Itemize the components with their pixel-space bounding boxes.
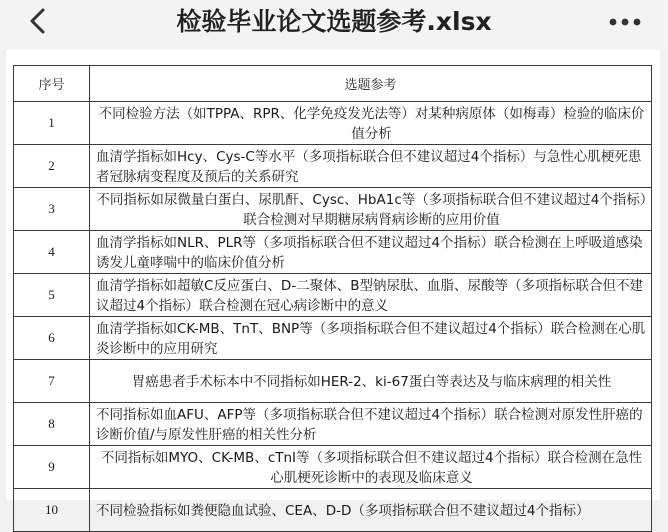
table-row	[14, 188, 652, 231]
table-row	[14, 274, 652, 317]
table-row	[14, 231, 652, 274]
topic-cell: 血清学指标如超敏C反应蛋白、D-二聚体、B型钠尿肽、血脂、尿酸等（多项指标联合但不建议超过4个指标）联合检测在冠心病诊断中的意义	[90, 274, 652, 317]
table-row	[14, 360, 652, 403]
column-header-index: 序号	[14, 66, 90, 102]
topic-cell: 血清学指标如CK-MB、TnT、BNP等（多项指标联合但不建议超过4个指标）联合检测在心肌炎诊断中的应用研究	[90, 317, 652, 360]
row-number: 3	[14, 188, 90, 231]
topic-cell: 不同指标如MYO、CK-MB、cTnI等（多项指标联合但不建议超过4个指标）联合检测在急性心肌梗死诊断中的表现及临床意义	[90, 446, 652, 489]
chevron-left-icon	[24, 7, 52, 35]
row-number: 8	[14, 403, 90, 446]
table-row	[14, 489, 652, 532]
topic-cell: 不同指标如血AFU、AFP等（多项指标联合但不建议超过4个指标）联合检测对原发性肝癌的诊断价值/与原发性肝癌的相关性分析	[90, 403, 652, 446]
table-row	[14, 446, 652, 489]
spreadsheet-view[interactable]	[6, 50, 660, 519]
row-number: 5	[14, 274, 90, 317]
table-row	[14, 145, 652, 188]
table-row	[14, 317, 652, 360]
topic-cell: 血清学指标如Hcy、Cys-C等水平（多项指标联合但不建议超过4个指标）与急性心肌梗死患者冠脉病变程度及预后的关系研究	[90, 145, 652, 188]
table-row	[14, 102, 652, 145]
row-number: 4	[14, 231, 90, 274]
column-header-topic: 选题参考	[90, 66, 652, 102]
row-number: 7	[14, 360, 90, 403]
table-header-row	[14, 66, 652, 102]
row-number: 6	[14, 317, 90, 360]
topic-cell: 胃癌患者手术标本中不同指标如HER-2、ki-67蛋白等表达及与临床病理的相关性	[90, 360, 652, 403]
row-number: 2	[14, 145, 90, 188]
row-number: 9	[14, 446, 90, 489]
title-bar	[0, 0, 668, 50]
row-number: 10	[14, 489, 90, 532]
more-dots-icon	[605, 8, 645, 36]
topic-cell: 不同检验指标如粪便隐血试验、CEA、D-D（多项指标联合但不建议超过4个指标）	[90, 489, 652, 532]
page-title: 检验毕业论文选题参考.xlsx	[176, 7, 492, 36]
table-row	[14, 403, 652, 446]
topic-cell: 不同检验方法（如TPPA、RPR、化学免疫发光法等）对某种病原体（如梅毒）检验的临床价值分析	[90, 102, 652, 145]
topic-cell: 血清学指标如NLR、PLR等（多项指标联合但不建议超过4个指标）联合检测在上呼吸道感染诱发儿童哮喘中的临床价值分析	[90, 231, 652, 274]
row-number: 1	[14, 102, 90, 145]
topic-table	[13, 65, 652, 532]
topic-cell: 不同指标如尿微量白蛋白、尿肌酐、Cysc、HbA1c等（多项指标联合但不建议超过4个指标）联合检测对早期糖尿病肾病诊断的应用价值	[90, 188, 652, 231]
back-button[interactable]	[24, 7, 52, 35]
more-button[interactable]	[605, 8, 645, 36]
